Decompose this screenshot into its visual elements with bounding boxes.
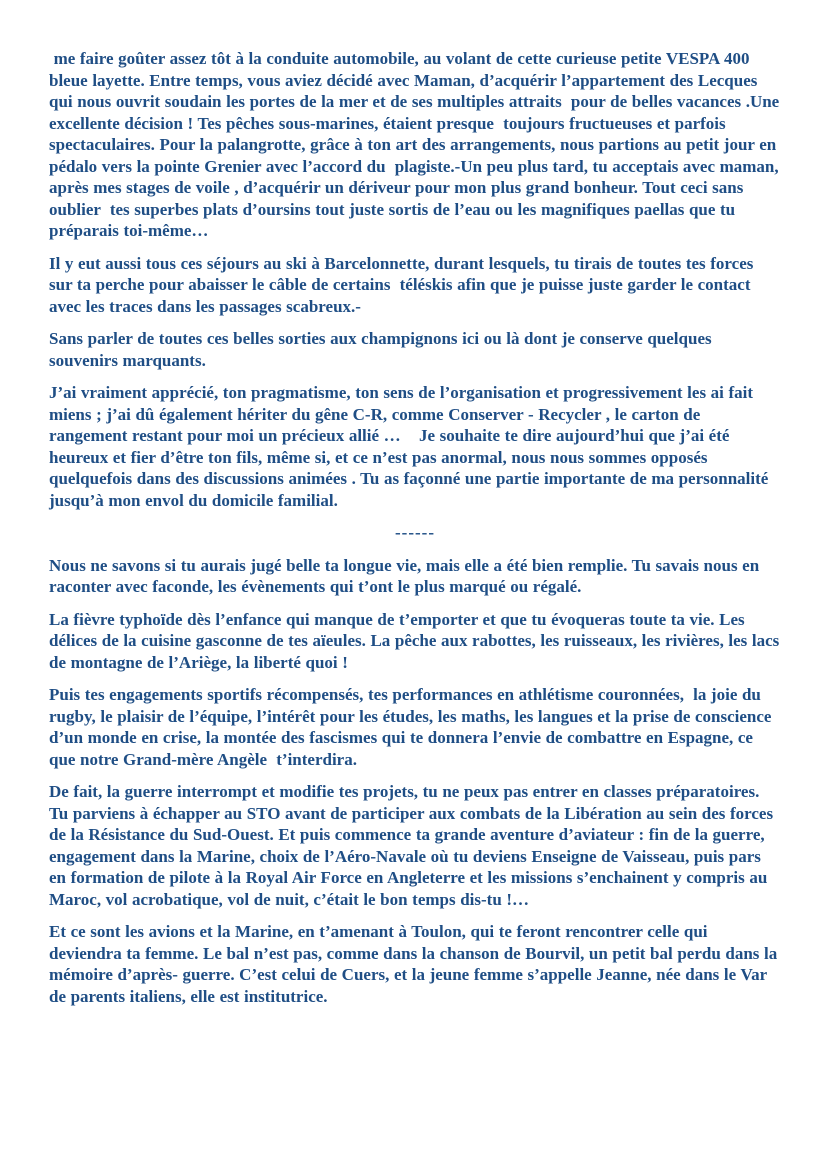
- paragraph-engagements-sportifs: Puis tes engagements sportifs récompensés, tes performances en athlétisme couronnées, la joie du rugby, le plaisir de l’équipe, l’intérêt pour les études, les maths, les langues et la prise de conscience d’un monde en crise, la montée des fascismes qui te donnera l’envie de combattre en Espagne, ce que notre Grand-mère Angèle t’interdira.: [49, 685, 777, 769]
- paragraph-ski-barcelonnette: Il y eut aussi tous ces séjours au ski à Barcelonnette, durant lesquels, tu tirais de toutes tes forces sur ta perche pour abaisser le câble de certains téléskis afin que je puisse juste garder le contact avec les traces dans les passages scabreux.-: [49, 253, 758, 316]
- paragraph-guerre-aviateur: De fait, la guerre interrompt et modifie tes projets, tu ne peux pas entrer en classes préparatoires. Tu parviens à échapper au STO avant de participer aux combats de la Libération au sein des forces de la Résistance du Sud-Ouest. Et puis commence ta grande aventure d’aviateur : fin de la guerre, engagement dans la Marine, choix de l’Aéro-Navale où tu deviens Enseigne de Vaisseau, puis pars en formation de pilote à la Royal Air Force en Angleterre et les missions s’enchainent y compris au Maroc, vol acrobatique, vol de nuit, c’était le bon temps dis-tu !…: [49, 782, 778, 909]
- paragraph-longue-vie: Nous ne savons si tu aurais jugé belle ta longue vie, mais elle a été bien remplie. Tu savais nous en raconter avec faconde, les évènements qui t’ont le plus marqué ou régalé.: [49, 555, 764, 596]
- paragraph-toulon-jeanne: Et ce sont les avions et la Marine, en t’amenant à Toulon, qui te feront rencontrer celle qui deviendra ta femme. Le bal n’est pas, comme dans la chanson de Bourvil, un petit bal perdu dans la mémoire d’après- guerre. C’est celui de Cuers, et la jeune femme s’appelle Jeanne, née dans le Var de parents italiens, elle est institutrice.: [49, 922, 782, 1006]
- separator-dashes: ------: [395, 523, 435, 542]
- paragraph-champignons: Sans parler de toutes ces belles sorties aux champignons ici ou là dont je conserve quelques souvenirs marquants.: [49, 329, 717, 370]
- paragraph-pragmatisme: J’ai vraiment apprécié, ton pragmatisme, ton sens de l’organisation et progressivement les ai fait miens ; j’ai dû également hériter du gêne C-R, comme Conserver - Recycler , le carton de rangement restant pour moi un précieux allié … Je souhaite te dire aujourd’hui que j’ai été heureux et fier d’être ton fils, même si, et ce n’est pas anormal, nous nous sommes opposés quelquefois dans des discussions animées . Tu as façonné une partie importante de ma personnalité jusqu’à mon envol du domicile familial.: [49, 383, 773, 510]
- paragraph-vespa-lecques: me faire goûter assez tôt à la conduite automobile, au volant de cette curieuse petite VESPA 400 bleue layette. Entre temps, vous aviez décidé avec Maman, d’acquérir l’appartement des Lecques qui nous ouvrit soudain les portes de la mer et de ses multiples attraits pour de belles vacances .Une excellente décision ! Tes pêches sous-marines, étaient presque toujours fructueuses et parfois spectaculaires. Pour la palangrotte, grâce à ton art des arrangements, nous partions au petit jour en pédalo vers la pointe Grenier avec l’accord du plagiste.-Un peu plus tard, tu acceptais avec maman, après mes stages de voile , d’acquérir un dériveur pour mon plus grand bonheur. Tout ceci sans oublier tes superbes plats d’oursins tout juste sortis de l’eau ou les magnifiques paellas que tu préparais toi-même…: [49, 49, 784, 240]
- paragraph-fievre-typhoide: La fièvre typhoïde dès l’enfance qui manque de t’emporter et que tu évoqueras toute ta vie. Les délices de la cuisine gasconne de tes aïeules. La pêche aux rabottes, les ruisseaux, les rivières, les lacs de montagne de l’Ariège, la liberté quoi !: [49, 609, 784, 672]
